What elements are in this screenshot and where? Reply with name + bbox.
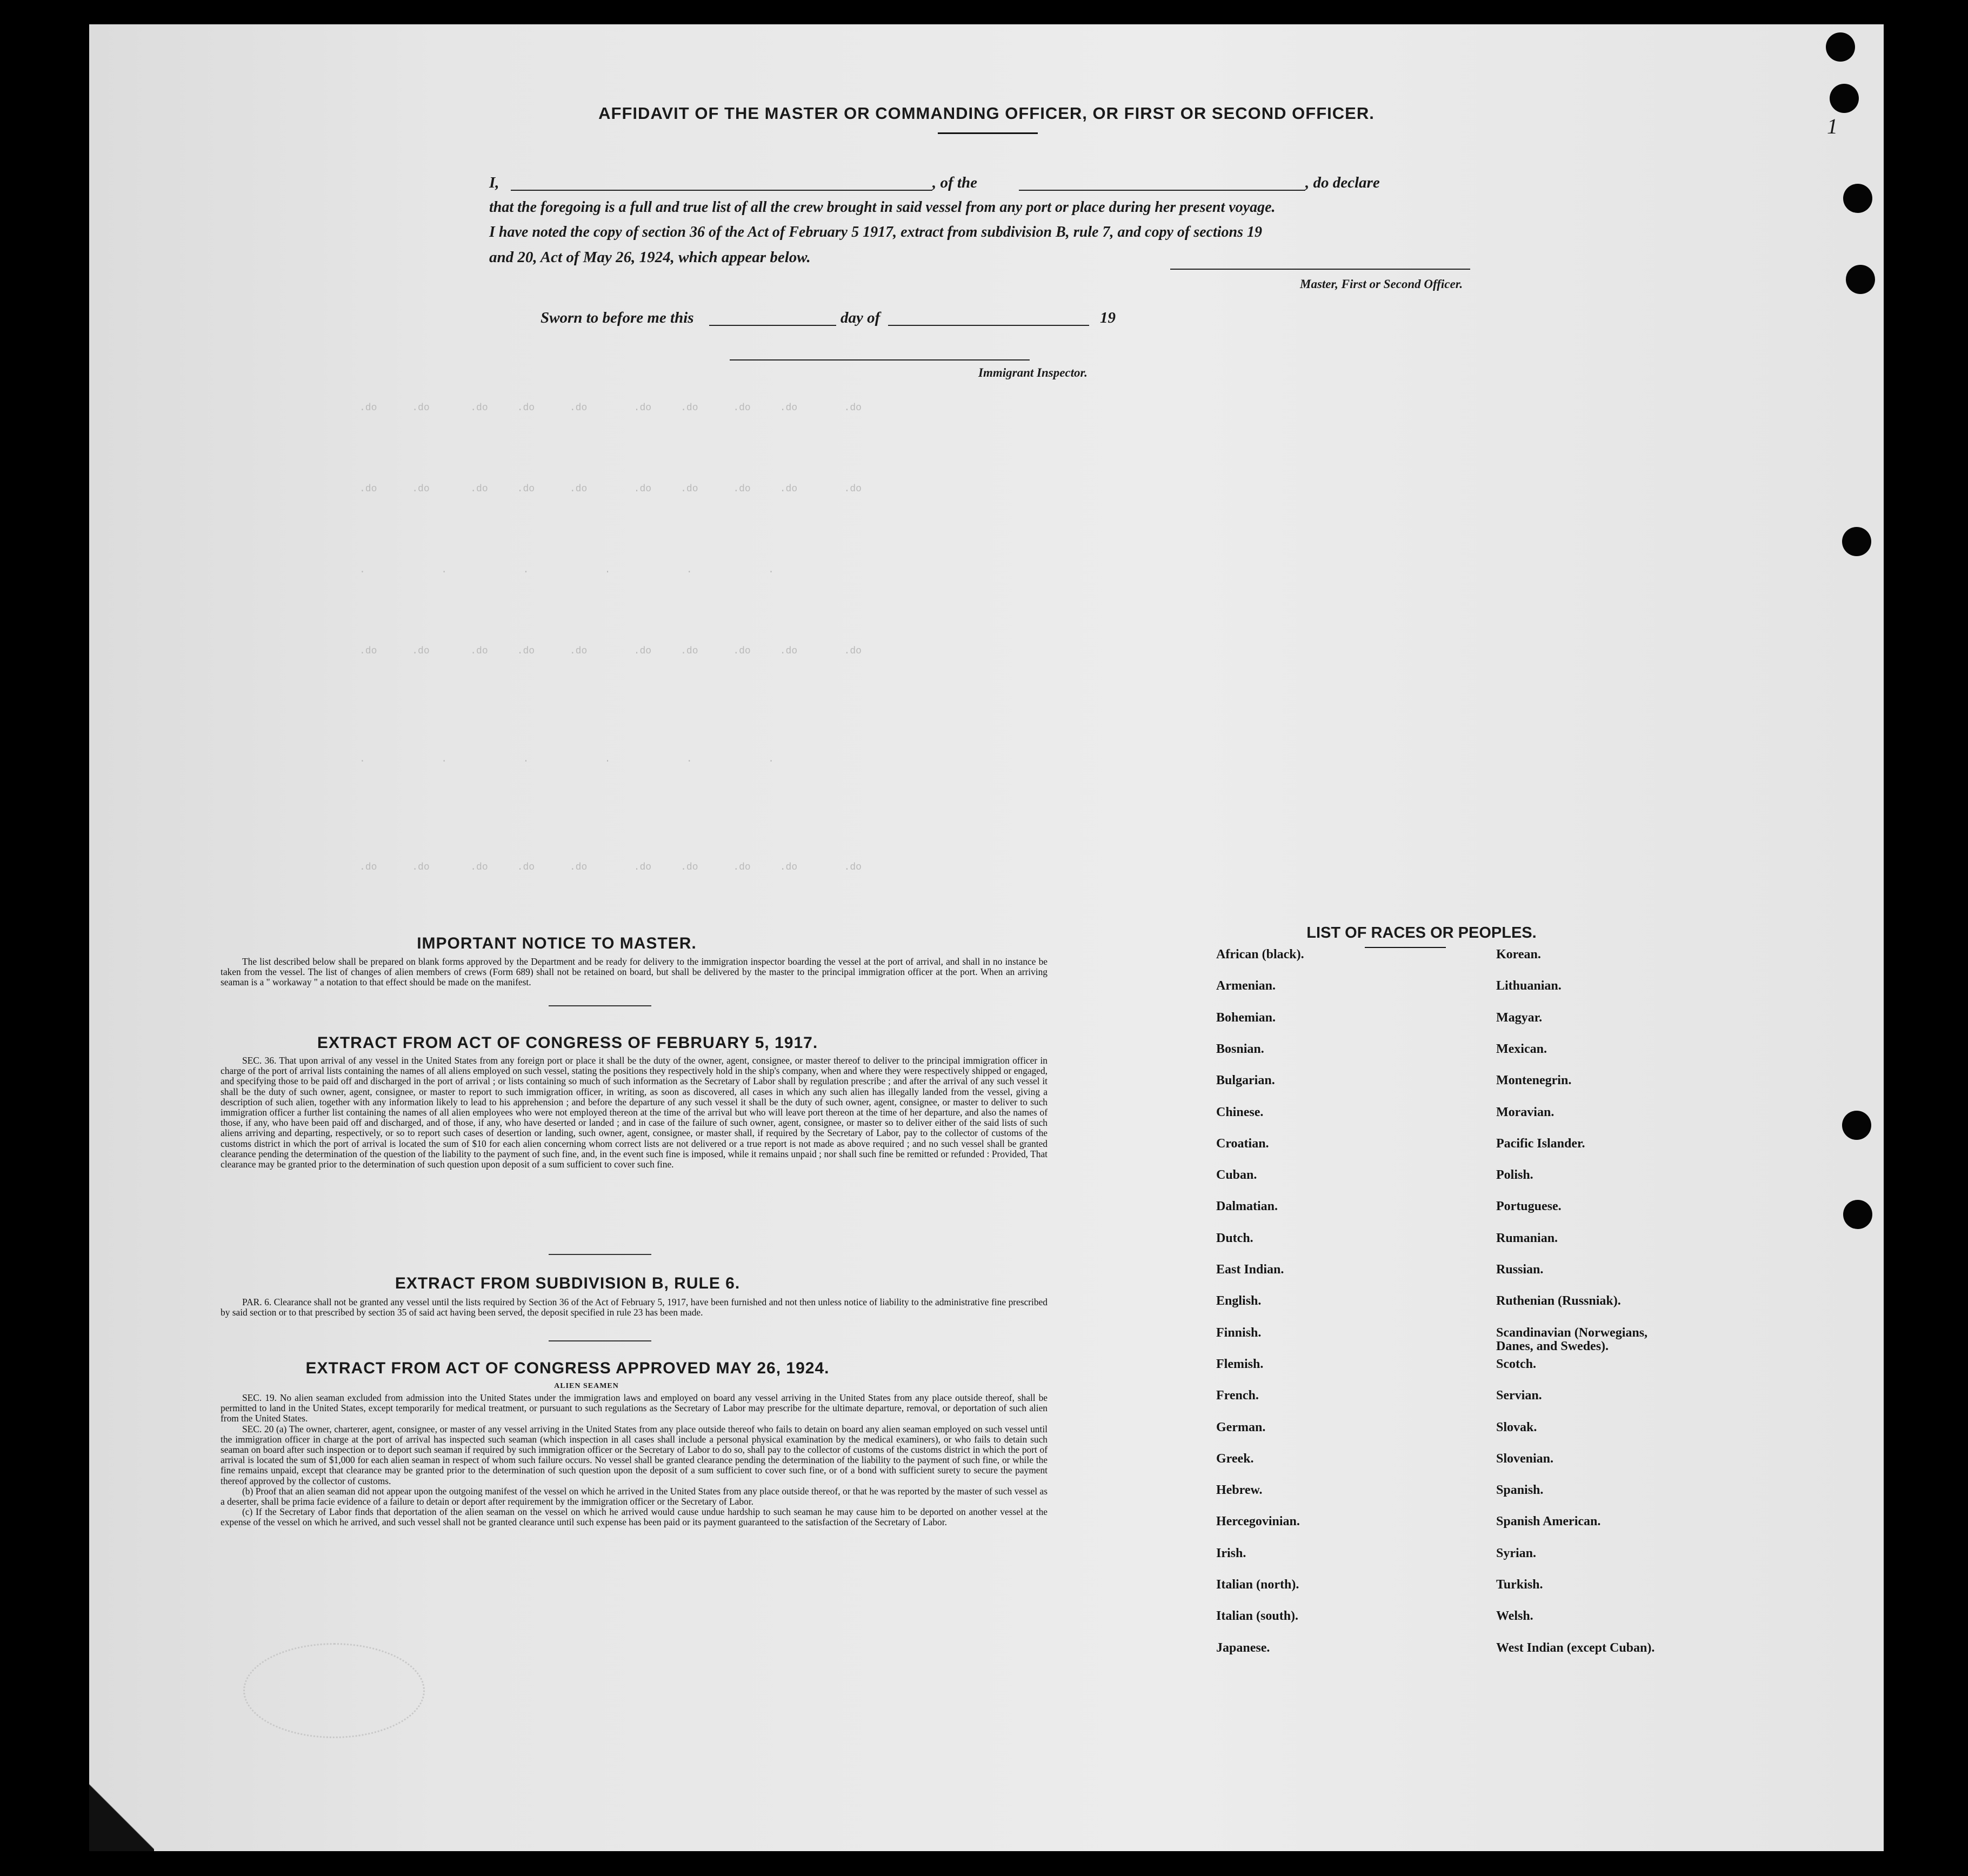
sec-19-paragraph: SEC. 19. No alien seaman excluded from admission into the United States under the immigration laws and employed on board any vessel arriving in the United States from any place outside thereof, shall be permitted to land in the United States, except temporarily for medical treatment, or pursuant to such regulations as the Secretary of Labor may prescribe for the ultimate departure, removal, or deportation of such alien from the United States. xyxy=(221,1392,1048,1424)
inspector-signature-line xyxy=(730,359,1030,360)
race-item: Spanish. xyxy=(1496,1483,1544,1498)
sworn-day-blank xyxy=(709,325,836,326)
sworn-day: day of xyxy=(840,309,880,326)
sec-20b-paragraph: (b) Proof that an alien seaman did not appear upon the outgoing manifest of the vessel on which he arrived in the United States from any place outside thereof, or that he was reported by the master of such vessel as a deserter, shall be prima facie evidence of a failure to detain or deport after requirement by the immigration officer or the Secretary of Labor. xyxy=(221,1485,1048,1507)
rule-6-paragraph: PAR. 6. Clearance shall not be granted any vessel until the lists required by Section 36 of the Act of February 5, 1917, have been furnished and not then unless notice of liability to the administrative fine prescribed by said section or to that prescribed by section 35 of said act having been served, the deposit specified in rule 23 has been made. xyxy=(221,1297,1048,1318)
rule-6-text xyxy=(221,1297,1048,1318)
rule-6-title: EXTRACT FROM SUBDIVISION B, RULE 6. xyxy=(395,1274,740,1292)
sec-20c-paragraph: (c) If the Secretary of Labor finds that deportation of the alien seaman on the vessel on which he arrived would cause undue hardship to such seaman he may cause him to be deported on another vessel at the expense of the vessel on which he arrived, and such vessel shall not be granted clearance until such expense has been paid or its payment guaranteed to the satisfaction of the Secretary of Labor. xyxy=(221,1506,1048,1528)
race-item: Greek. xyxy=(1216,1451,1254,1466)
race-item-continuation: Danes, and Swedes). xyxy=(1496,1339,1609,1353)
bleed-through-row: .do .do .do .do .do .do .do .do .do .do xyxy=(359,862,862,873)
punch-hole xyxy=(1843,184,1872,213)
race-item: Slovenian. xyxy=(1496,1451,1554,1466)
race-item: Chinese. xyxy=(1216,1105,1264,1119)
bleed-through-row: .do .do .do .do .do .do .do .do .do .do xyxy=(359,484,862,495)
race-item: French. xyxy=(1216,1388,1259,1403)
title-underline xyxy=(938,132,1038,134)
section-36-paragraph: SEC. 36. That upon arrival of any vessel in the United States from any foreign port or place it shall be the duty of the owner, agent, consignee, or master thereof to deliver to the principal immigration officer in charge of the port of arrival lists containing the names of all aliens employed on such vessel, stating the positions they respectively hold in the ship's company, when and where they were respectively shipped or engaged, and specifying those to be paid off and discharged in the port of arrival ; or lists containing so much of such information as the Secretary of Labor shall by regulation prescribe ; and after the arrival of any such vessel it shall be the duty of such owner, agent, consignee, or master to report to such immigration officer, in writing, as soon as discovered, all cases in which any such alien has illegally landed from the vessel, giving a description of such alien, together with any information likely to lead to his apprehension ; and before the departure of any such vessel it shall be the duty of such owner, agent, consignee, or master to deliver to such immigration officer a further list containing the names of all alien employees who were not employed thereon at the time of the arrival but who will leave port thereon at the time of her departure, and also the names of those, if any, who have been paid off and discharged, and of those, if any, who have deserted or landed ; and in case of the failure of such owner, agent, consignee, or master so to deliver either of the said lists of such aliens arriving and departing, respectively, or so to report such cases of desertion or landing, such owner, agent, consignee, or master shall, if required by the Secretary of Labor, pay to the collector of customs of the customs district in which the port of arrival is located the sum of $10 for each alien concerning whom correct lists are not delivered or a true report is not made as above required ; and no such vessel shall be granted clearance pending the determination of the question of the liability to the payment of such fine, and, in the event such fine is imposed, while it remains unpaid ; nor shall such fine be remitted or refunded : Provided, That clearance may be granted prior to the determination of such question upon deposit of a sum sufficient to cover such fine. xyxy=(221,1055,1048,1170)
page-number: 1 xyxy=(1827,114,1838,138)
race-item: German. xyxy=(1216,1420,1266,1434)
race-item: Montenegrin. xyxy=(1496,1073,1572,1088)
divider xyxy=(549,1340,651,1341)
bleed-through-row: .do .do .do .do .do .do .do .do .do .do xyxy=(359,646,862,657)
race-item: Portuguese. xyxy=(1496,1199,1562,1214)
divider xyxy=(549,1005,651,1006)
punch-hole xyxy=(1830,84,1859,113)
sworn-month-blank xyxy=(888,325,1089,326)
race-item: Finnish. xyxy=(1216,1325,1262,1340)
race-item: Croatian. xyxy=(1216,1136,1269,1151)
declaration-i: I, xyxy=(489,174,499,191)
sworn-year: 19 xyxy=(1100,309,1116,326)
race-item: Magyar. xyxy=(1496,1010,1543,1025)
declaration-declare: , do declare xyxy=(1305,174,1380,191)
race-item: Italian (south). xyxy=(1216,1609,1299,1624)
master-caption: Master, First or Second Officer. xyxy=(1300,277,1463,291)
race-item: Bohemian. xyxy=(1216,1010,1276,1025)
bleed-through-row: .do .do .do .do .do .do .do .do .do .do xyxy=(359,403,862,413)
race-item: Russian. xyxy=(1496,1263,1544,1277)
race-item: Mexican. xyxy=(1496,1042,1547,1056)
punch-hole xyxy=(1826,32,1855,62)
notice-title: IMPORTANT NOTICE TO MASTER. xyxy=(417,934,697,952)
sworn-prefix: Sworn to before me this xyxy=(541,309,694,326)
race-item: Bulgarian. xyxy=(1216,1073,1275,1088)
extract-1924-text xyxy=(221,1393,1048,1528)
extract-1917-text xyxy=(221,1056,1048,1170)
races-title: LIST OF RACES OR PEOPLES. xyxy=(1306,924,1537,942)
punch-hole xyxy=(1846,265,1875,294)
bleed-through-row: . . . . . . xyxy=(359,565,774,576)
alien-seamen-subtitle: ALIEN SEAMEN xyxy=(554,1382,619,1390)
races-underline xyxy=(1365,947,1446,948)
race-item: Japanese. xyxy=(1216,1640,1270,1655)
punch-hole xyxy=(1842,1111,1871,1140)
inspector-caption: Immigrant Inspector. xyxy=(978,366,1088,379)
race-item: Scandinavian (Norwegians, xyxy=(1496,1325,1648,1340)
notice-text xyxy=(221,957,1048,988)
sec-20a-paragraph: SEC. 20 (a) The owner, charterer, agent, consignee, or master of any vessel arriving in the United States from any place outside thereof who fails to detain on board any alien seaman employed on such vessel until the immigration officer in charge at the port of arrival has inspected such seaman (which inspection in all cases shall include a personal physical examination by the medical examiners), or who fails to detain such seaman on board after such inspection or to deport such seaman if required by such immigration officer or the Secretary of Labor to do so, shall pay to the collector of customs of the customs district in which the port of arrival is located the sum of $1,000 for each alien seaman in respect of whom such failure occurs. No vessel shall be granted clearance pending the determination of the liability to the payment of such fine, or while the fine remains unpaid, except that clearance may be granted prior to the determination of such question upon the deposit of a sum sufficient to cover such fine, or of a bond with sufficient surety to secure the payment thereof approved by the collector of customs. xyxy=(221,1423,1048,1486)
race-item: Flemish. xyxy=(1216,1357,1264,1371)
race-item: West Indian (except Cuban). xyxy=(1496,1640,1655,1655)
race-item: Hercegovinian. xyxy=(1216,1514,1300,1529)
race-item: Spanish American. xyxy=(1496,1514,1601,1529)
race-item: Servian. xyxy=(1496,1388,1542,1403)
declaration-line-2: that the foregoing is a full and true list of all the crew brought in said vessel from any port or place during her present voyage. xyxy=(489,199,1276,216)
extract-1917-title: EXTRACT FROM ACT OF CONGRESS OF FEBRUARY 5, 1917. xyxy=(317,1034,818,1052)
extract-1924-title: EXTRACT FROM ACT OF CONGRESS APPROVED MAY 26, 1924. xyxy=(305,1359,830,1377)
declaration-of-the: , of the xyxy=(932,174,977,191)
race-item: Welsh. xyxy=(1496,1609,1533,1624)
embossed-seal xyxy=(243,1643,425,1738)
affidavit-declaration xyxy=(489,170,1500,270)
vessel-blank xyxy=(1019,190,1305,191)
race-item: Irish. xyxy=(1216,1546,1246,1560)
race-item: Italian (north). xyxy=(1216,1578,1299,1592)
race-item: Korean. xyxy=(1496,947,1541,962)
name-blank xyxy=(511,190,932,191)
race-item: Armenian. xyxy=(1216,979,1276,993)
race-item: Pacific Islander. xyxy=(1496,1136,1585,1151)
race-item: Hebrew. xyxy=(1216,1483,1263,1498)
punch-hole xyxy=(1842,527,1871,556)
race-item: African (black). xyxy=(1216,947,1304,962)
affidavit-title: AFFIDAVIT OF THE MASTER OR COMMANDING OFFICER, OR FIRST OR SECOND OFFICER. xyxy=(598,104,1375,123)
race-item: Slovak. xyxy=(1496,1420,1537,1434)
race-item: Ruthenian (Russniak). xyxy=(1496,1294,1621,1308)
divider xyxy=(549,1254,651,1255)
folded-corner xyxy=(89,1784,154,1851)
race-item: Lithuanian. xyxy=(1496,979,1562,993)
race-item: Dutch. xyxy=(1216,1231,1253,1245)
race-item: Scotch. xyxy=(1496,1357,1536,1371)
race-item: Moravian. xyxy=(1496,1105,1555,1119)
race-item: East Indian. xyxy=(1216,1263,1284,1277)
race-item: Turkish. xyxy=(1496,1578,1543,1592)
declaration-line-4: and 20, Act of May 26, 1924, which appear below. xyxy=(489,249,811,266)
race-item: Rumanian. xyxy=(1496,1231,1558,1245)
sworn-line xyxy=(541,305,1243,330)
notice-paragraph: The list described below shall be prepared on blank forms approved by the Department and be ready for delivery to the immigration inspector boarding the vessel at the port of arrival, and shall in no instance be taken from the vessel. The list of changes of alien members of crews (Form 689) shall not be retained on board, but shall be delivered by the master to the principal immigration officer at the port. When an arriving seaman is a " workaway " a notation to that effect should be made on the manifest. xyxy=(221,956,1048,988)
race-item: Cuban. xyxy=(1216,1168,1257,1183)
declaration-line-1 xyxy=(489,170,1500,195)
race-item: Bosnian. xyxy=(1216,1042,1264,1056)
race-item: English. xyxy=(1216,1294,1262,1308)
bleed-through-row: . . . . . . xyxy=(359,754,774,765)
document-page xyxy=(89,24,1884,1851)
race-item: Dalmatian. xyxy=(1216,1199,1278,1214)
race-item: Syrian. xyxy=(1496,1546,1537,1560)
master-signature-line xyxy=(1170,269,1470,270)
race-item: Polish. xyxy=(1496,1168,1533,1183)
declaration-line-3: I have noted the copy of section 36 of the Act of February 5 1917, extract from subdivision B, rule 7, and copy of sections 19 xyxy=(489,224,1263,241)
punch-hole xyxy=(1843,1200,1872,1229)
